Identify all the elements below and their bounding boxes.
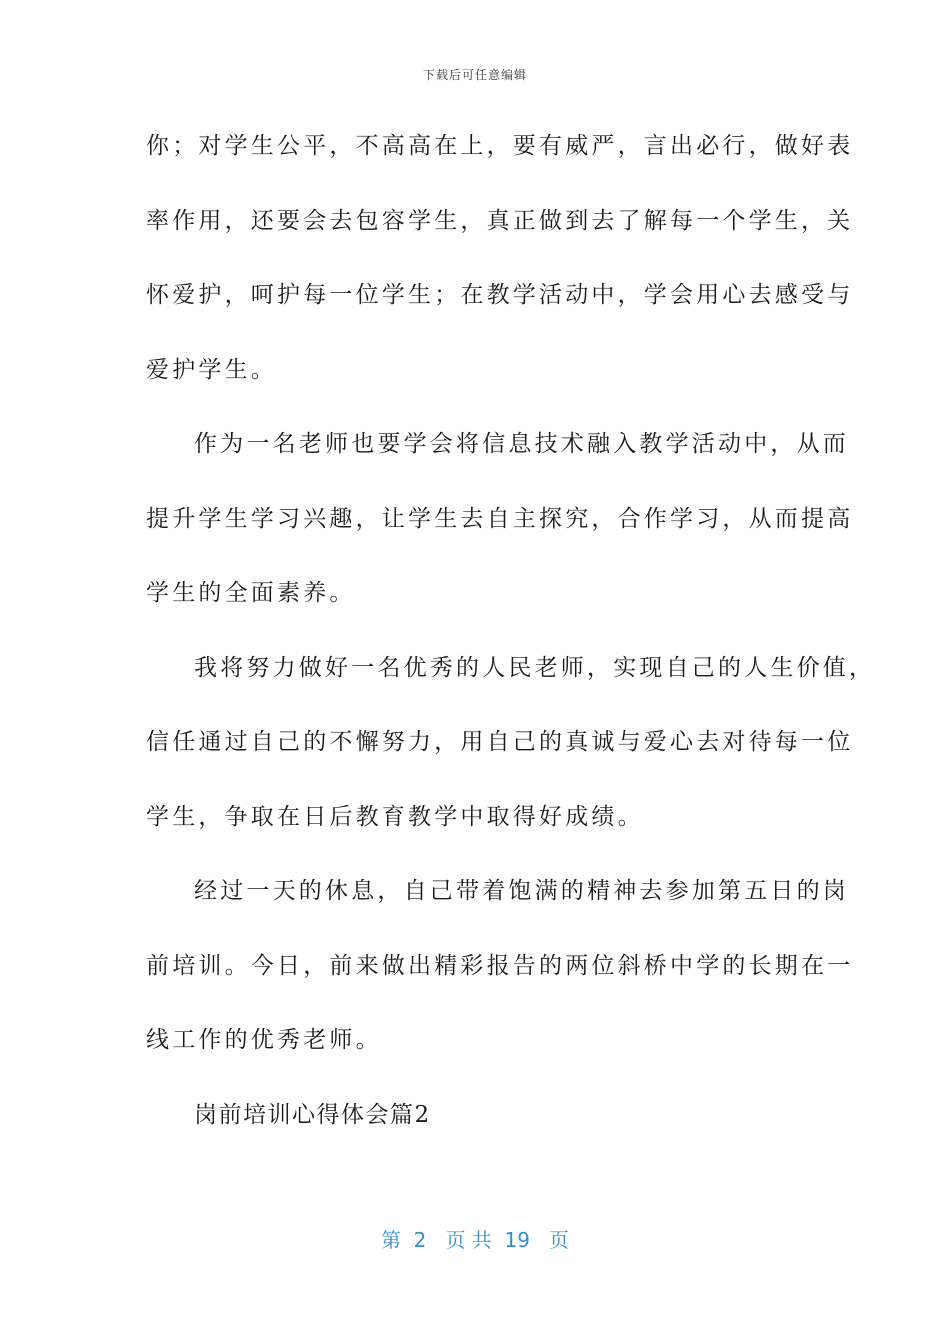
- body-line: 学生，争取在日后教育教学中取得好成绩。: [146, 803, 644, 830]
- header-note: 下载后可任意编辑: [422, 68, 527, 82]
- body-line: 你；对学生公平，不高高在上，要有威严，言出必行，做好表: [146, 133, 854, 159]
- body-line: 线工作的优秀老师。: [146, 1027, 382, 1053]
- document-body: [146, 116, 876, 1159]
- body-line: 学生的全面素养。: [146, 580, 356, 606]
- page-number: 第 2 页 共 19 页: [380, 1228, 570, 1252]
- body-line: 经过一天的休息，自己带着饱满的精神去参加第五日的岗: [194, 878, 849, 904]
- body-line: 前培训。今日，前来做出精彩报告的两位斜桥中学的长期在一: [146, 952, 854, 979]
- body-line: 率作用，还要会去包容学生，真正做到去了解每一个学生，关: [146, 207, 854, 234]
- body-line: 提升学生学习兴趣，让学生去自主探究，合作学习，从而提高: [146, 505, 854, 532]
- body-line: 爱护学生。: [146, 356, 277, 383]
- body-line: 作为一名老师也要学会将信息技术融入教学活动中，从而: [194, 431, 849, 457]
- body-line: 怀爱护，呵护每一位学生；在教学活动中，学会用心去感受与: [146, 282, 854, 308]
- section-heading: 岗前培训心得体会篇2: [194, 1101, 431, 1128]
- body-line: 信任通过自己的不懈努力，用自己的真诚与爱心去对待每一位: [146, 729, 854, 755]
- body-line: 我将努力做好一名优秀的人民老师，实现自己的人生价值，: [194, 654, 876, 681]
